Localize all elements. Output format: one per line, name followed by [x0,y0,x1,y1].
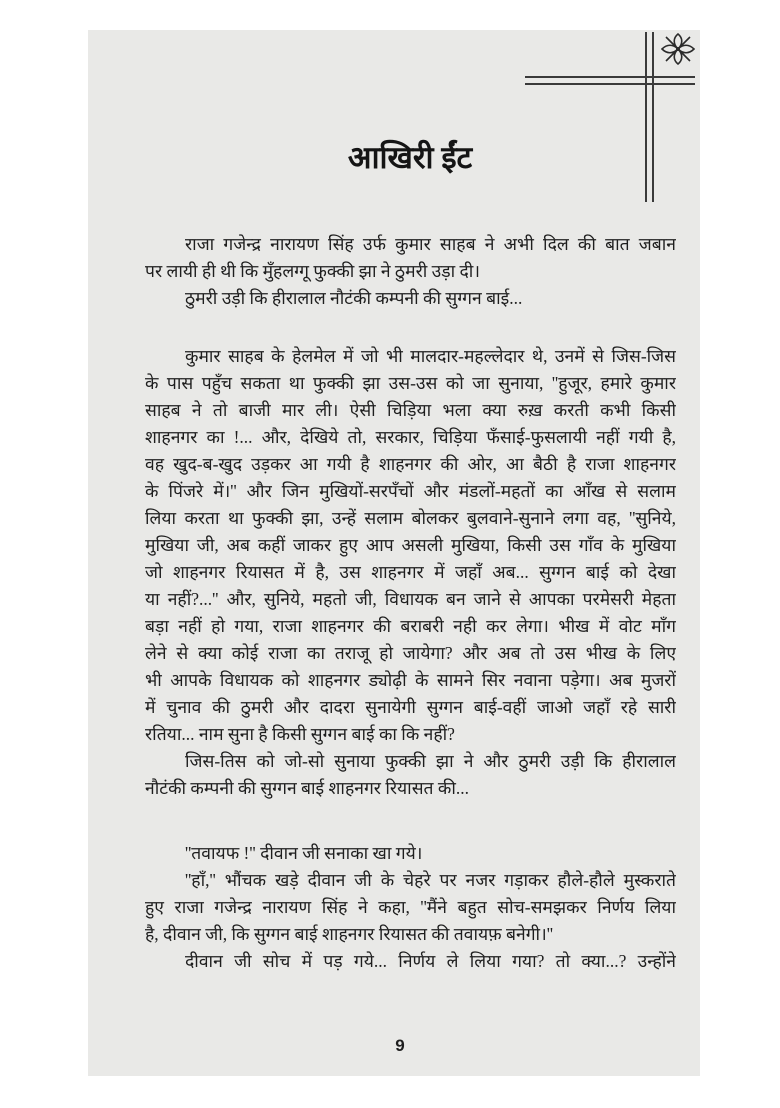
text-line: कुमार साहब के हेलमेल में जो भी मालदार-महल्लेदार थे, उनमें से जिस-जिस [185,346,676,366]
decorative-vertical-line [652,32,654,202]
page-number: 9 [395,1036,405,1055]
text-line: रतिया... नाम सुना है किसी सुग्गन बाई का कि नहीं? [145,724,455,744]
text-line: लिया करता था फुक्की झा, उन्हें सलाम बोलकर बुलवाने-सुनाने लगा वह, ''सुनिये, [145,508,676,528]
text-line: भी आपके विधायक को शाहनगर ड्योढ़ी के सामने सिर नवाना पड़ेगा। अब मुजरों [145,670,676,690]
text-line: नौटंकी कम्पनी की सुग्गन बाई शाहनगर रियासत की... [145,778,469,798]
text-line: है, दीवान जी, कि सुग्गन बाई शाहनगर रियासत की तवायफ़ बनेगी।'' [145,924,554,944]
text-line: दीवान जी सोच में पड़ गये... निर्णय ले लिया गया? तो क्या...? उन्होंने [185,951,676,971]
text-line: बड़ा नहीं हो गया, राजा शाहनगर की बराबरी नही कर लेगा। भीख में वोट माँग [145,616,676,636]
text-line: में चुनाव की ठुमरी और दादरा सुनायेगी सुग्गन बाई-वहीं जाओ जहाँ रहे सारी [145,697,676,717]
text-line: वह खुद-ब-खुद उड़कर आ गयी है शाहनगर की ओर, आ बैठी है राजा शाहनगर [145,454,676,474]
chapter-title: आखिरी ईंट [347,140,473,175]
text-line: जो शाहनगर रियासत में है, उस शाहनगर में जहाँ अब... सुग्गन बाई को देखा [145,562,676,582]
text-line: के पास पहुँच सकता था फुक्की झा उस-उस को जा सुनाया, ''हुजूर, हमारे कुमार [145,373,676,393]
text-line: के पिंजरे में।'' और जिन मुखियों-सरपँचों और मंडलों-महतों का आँख से सलाम [145,481,676,501]
text-line: या नहीं?...'' और, सुनिये, महतो जी, विधायक बन जाने से आपका परमेसरी मेहता [145,589,676,609]
text-line: ''तवायफ !'' दीवान जी सनाका खा गये। [185,843,423,863]
text-line: ''हाँ,'' भौंचक खड़े दीवान जी के चेहरे पर नजर गड़ाकर हौले-हौले मुस्कराते [185,870,676,890]
body-text [145,231,676,975]
text-line: शाहनगर का !... और, देखिये तो, सरकार, चिड़िया फँसाई-फुसलायी नहीं गयी है, [145,427,676,447]
text-line: मुखिया जी, अब कहीं जाकर हुए आप असली मुखिया, किसी उस गाँव के मुखिया [145,535,676,555]
text-line: पर लायी ही थी कि मुँहलग्गू फुक्की झा ने ठुमरी उड़ा दी। [145,261,480,281]
text-line: लेने से क्या कोई राजा का तराजू हो जायेगा? और अब तो उस भीख के लिए [145,643,676,663]
text-line: राजा गजेन्द्र नारायण सिंह उर्फ कुमार साहब ने अभी दिल की बात जबान [185,234,676,254]
text-line: जिस-तिस को जो-सो सुनाया फुक्की झा ने और ठुमरी उड़ी कि हीरालाल [185,751,676,771]
text-line: साहब ने तो बाजी मार ली। ऐसी चिड़िया भला क्या रुख़ करती कभी किसी [145,400,676,420]
text-line: ठुमरी उड़ी कि हीरालाल नौटंकी कम्पनी की सुग्गन बाई... [185,288,523,308]
decorative-horizontal-line [525,76,695,78]
floral-ornament-icon [661,33,695,65]
text-line: हुए राजा गजेन्द्र नारायण सिंह ने कहा, ''मैंने बहुत सोच-समझकर निर्णय लिया [145,897,676,917]
decorative-vertical-line [645,32,647,202]
decorative-horizontal-line [525,83,695,85]
